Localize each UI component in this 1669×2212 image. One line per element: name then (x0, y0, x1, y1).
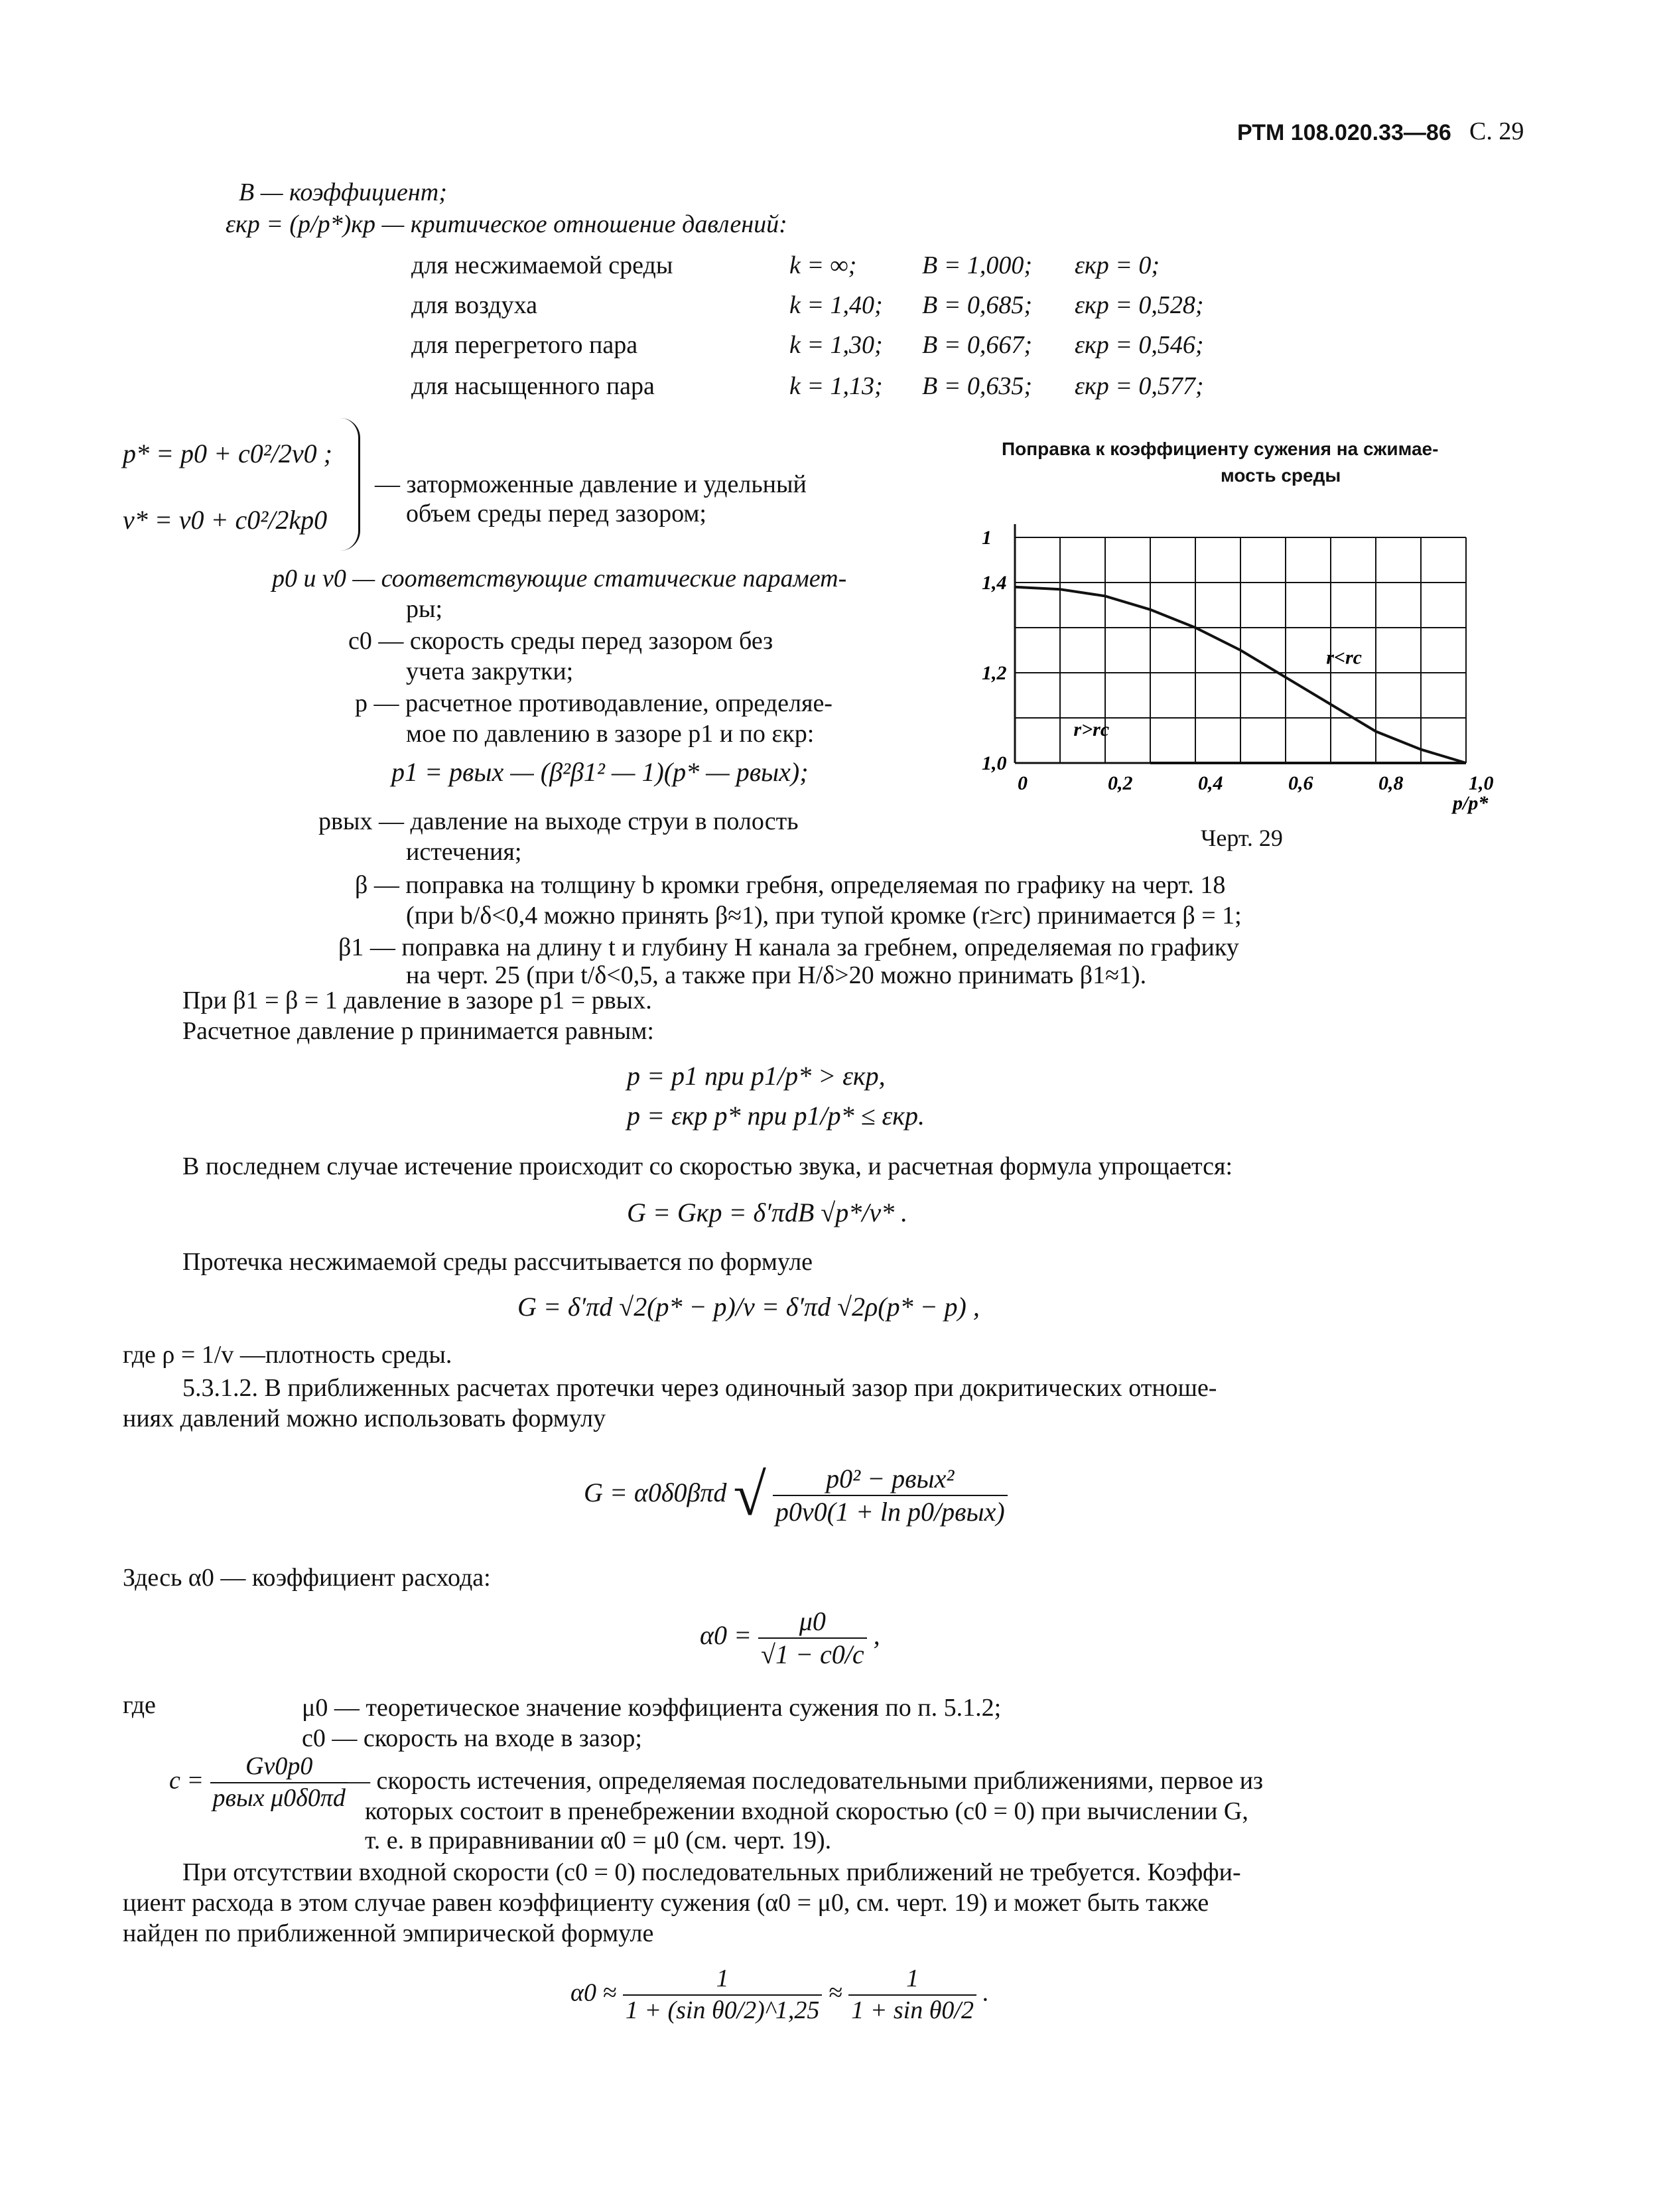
body-line-5: где ρ = 1/v —плотность среды. (123, 1341, 452, 1369)
def-beta-1: β — поправка на толщину b кромки гребня, определяемая по графику на черт. 18 (355, 871, 1226, 899)
annotation-label: r>rc (1073, 719, 1110, 741)
media-name: для перегретого пара (411, 331, 638, 359)
formula-alpha0-num: μ0 (758, 1606, 867, 1639)
media-eps: εкр = 0,528; (1075, 291, 1204, 319)
formula-p-case-2: p = εкр p* при p1/p* ≤ εкр. (627, 1101, 925, 1131)
formula-emp-lhs: α0 ≈ (570, 1978, 617, 2007)
def-c0-cont: учета закрутки; (406, 657, 574, 685)
formula-c-num: Gv0p0 (210, 1752, 348, 1783)
body-line-8: Здесь α0 — коэффициент расхода: (123, 1564, 491, 1592)
x-tick-label: 0,2 (1108, 772, 1133, 794)
formula-emp-num-1: 1 (623, 1964, 823, 1996)
media-k: k = 1,40; (789, 291, 883, 319)
media-b: B = 1,000; (922, 251, 1033, 279)
y-tick-label: 1,0 (982, 752, 1007, 774)
media-name: для воздуха (411, 291, 537, 319)
media-b: B = 0,667; (922, 331, 1033, 359)
formula-alpha-empirical: α0 ≈ $\frac{1}{\text{1 + (sin θ0/2)\textasciicircum{}1,25}}$ ≈ $\frac{1}{\text{1 + sin θ0/2}}$ . (570, 1964, 989, 2026)
formula-p-case-1: p = p1 при p1/p* > εкр, (627, 1061, 886, 1091)
media-k: k = 1,30; (789, 331, 883, 359)
formula-g-approx (584, 1460, 1008, 1531)
formula-g-den: p0v0(1 + ln p0/pвых) (775, 1497, 1005, 1527)
y-tick-label: 1,2 (982, 662, 1007, 684)
formula-p1: p1 = pвых — (β²β1² — 1)(p* — pвых); (391, 757, 809, 787)
formula-g-num: p0² − pвых² (773, 1463, 1008, 1496)
where-c0: c0 — скорость на входе в зазор; (302, 1724, 642, 1752)
chart (962, 511, 1526, 856)
def-eps: εкр = (p/p*)кр — критическое отношение давлений: (226, 210, 787, 238)
body-line-3: В последнем случае истечение происходит со скоростью звука, и расчетная формула упрощается: (182, 1152, 1233, 1180)
media-eps: εкр = 0,577; (1075, 372, 1204, 400)
body-line-2: Расчетное давление p принимается равным: (182, 1017, 654, 1045)
chart-caption: Черт. 29 (1201, 825, 1283, 851)
media-b: B = 0,635; (922, 372, 1033, 400)
formula-alpha0-lhs: α0 = (700, 1620, 752, 1651)
body-line-4: Протечка несжимаемой среды рассчитывается по формуле (182, 1248, 813, 1276)
formula-emp-den-2: 1 + sin θ0/2 (851, 1996, 974, 2024)
formula-gcr: G = Gкр = δ′πdB √p*/v* . (627, 1198, 908, 1227)
formula-emp-approx: ≈ (828, 1978, 842, 2007)
media-k: k = 1,13; (789, 372, 883, 400)
chart-title-2: мость среды (1221, 465, 1341, 486)
formula-c-den: pвых μ0δ0πd (212, 1783, 346, 1812)
formula-pstar: p* = p0 + c0²/2v0 ; (123, 439, 332, 468)
body-line-6: 5.3.1.2. В приближенных расчетах протечки через одиночный зазор при докритических отноше- (182, 1374, 1217, 1402)
def-beta-2: (при b/δ<0,4 можно принять β≈1), при тупой кромке (r≥rc) принимается β = 1; (406, 902, 1242, 930)
media-eps: εкр = 0,546; (1075, 331, 1204, 359)
def-p0v0-cont: ры; (406, 595, 443, 623)
x-tick-label: 0,8 (1378, 772, 1404, 794)
formula-g-fraction (773, 1463, 1008, 1528)
where-label: где (123, 1691, 156, 1719)
x-tick-label: 0,4 (1198, 772, 1223, 794)
media-b: B = 0,685; (922, 291, 1033, 319)
x-axis-label: p/p* (1453, 792, 1489, 814)
formula-g-lhs: G = α0δ0βπd (584, 1478, 727, 1508)
formula-alpha0-fraction (758, 1606, 867, 1671)
def-p-cont: мое по давлению в зазоре p1 и по εкр: (406, 720, 815, 748)
y-tick-label: 1 (982, 527, 992, 549)
y-tick-label: 1,4 (982, 572, 1007, 594)
where-c-3: т. е. в приравнивании α0 = μ0 (см. черт. 19). (365, 1827, 832, 1854)
def-beta1-2: на черт. 25 (при t/δ<0,5, а также при H/δ>20 можно принимать β1≈1). (406, 961, 1147, 989)
formula-emp-den-1: 1 + (sin θ0/2)^1,25 (625, 1996, 820, 2024)
media-name: для насыщенного пара (411, 372, 655, 400)
formula-emp-frac-1 (623, 1964, 823, 2026)
stag-text-1: — заторможенные давление и удельный (375, 470, 807, 498)
chart-title-1: Поправка к коэффициенту сужения на сжимае- (1002, 439, 1439, 459)
formula-alpha0-den: √1 − c0/c (761, 1639, 864, 1669)
media-eps: εкр = 0; (1075, 251, 1160, 279)
x-tick-label: 0,6 (1288, 772, 1313, 794)
def-c0: c0 — скорость среды перед зазором без (348, 627, 773, 655)
def-p: p — расчетное противодавление, определяе- (355, 689, 833, 717)
body-line-9: При отсутствии входной скорости (c0 = 0) последовательных приближений не требуется. Коэффи- (182, 1858, 1241, 1886)
where-c-2: которых состоит в пренебрежении входной скоростью (c0 = 0) при вычислении G, (365, 1797, 1248, 1825)
formula-c-lhs: c = (169, 1766, 204, 1795)
def-p0v0: p0 и v0 — соответствующие статические парамет- (272, 565, 847, 592)
page-number: С. 29 (1469, 117, 1524, 145)
body-line-11: найден по приближенной эмпирической формуле (123, 1919, 654, 1947)
where-c-1: — скорость истечения, определяемая последовательными приближениями, первое из (345, 1767, 1264, 1795)
formula-vstar: v* = v0 + c0²/2kp0 (123, 505, 328, 535)
formula-incompressible: G = δ′πd √2(p* − p)/v = δ′πd √2ρ(p* − p) , (517, 1292, 980, 1322)
body-line-1: При β1 = β = 1 давление в зазоре p1 = pвых. (182, 987, 652, 1014)
stag-text-2: объем среды перед зазором; (406, 500, 706, 527)
media-name: для несжимаемой среды (411, 251, 673, 279)
sqrt-sign: √ (733, 1462, 766, 1528)
formula-emp-frac-2 (848, 1964, 976, 2026)
formula-alpha0: α0 = $\frac{\mu 0}{√1 - c0/c}$ , (700, 1606, 880, 1669)
brace (338, 418, 360, 551)
formula-c (169, 1752, 348, 1813)
x-tick-label: 0 (1018, 772, 1028, 794)
body-line-10: циент расхода в этом случае равен коэффициенту сужения (α0 = μ0, см. черт. 19) и может быть также (123, 1889, 1209, 1917)
formula-emp-num-2: 1 (848, 1964, 976, 1996)
def-pout: pвых — давление на выходе струи в полость (318, 807, 799, 835)
def-b: B — коэффициент; (239, 178, 447, 206)
def-pout-cont: истечения; (406, 838, 522, 866)
formula-c-fraction (210, 1752, 348, 1813)
page-header-code: РТМ 108.020.33—86 (1237, 120, 1451, 145)
annotation-label: r<rc (1326, 646, 1362, 669)
body-line-7: ниях давлений можно использовать формулу (123, 1405, 606, 1432)
x-tick-label: 1,0 (1469, 772, 1494, 794)
where-mu0: μ0 — теоретическое значение коэффициента сужения по п. 5.1.2; (302, 1694, 1002, 1722)
media-k: k = ∞; (789, 251, 857, 279)
def-beta1-1: β1 — поправка на длину t и глубину H канала за гребнем, определяемая по графику (338, 933, 1239, 961)
